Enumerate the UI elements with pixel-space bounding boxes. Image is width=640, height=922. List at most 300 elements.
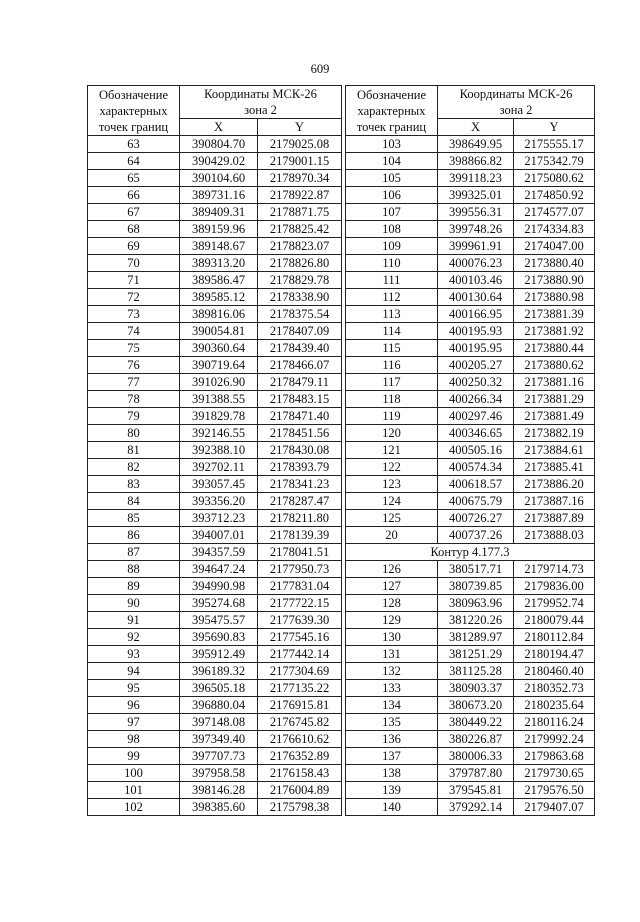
y-cell: 2173880.44 <box>514 340 595 357</box>
table-row <box>88 187 342 204</box>
point-id-cell: 136 <box>346 731 438 748</box>
table-row <box>88 799 342 816</box>
x-cell: 380963.96 <box>438 595 514 612</box>
y-cell: 2179730.65 <box>514 765 595 782</box>
x-cell: 399748.26 <box>438 221 514 238</box>
table-row <box>88 391 342 408</box>
table-row <box>346 238 595 255</box>
header-label-line: точек границ <box>356 119 427 134</box>
header-label-line: характерных <box>357 103 426 118</box>
x-cell: 400618.57 <box>438 476 514 493</box>
y-cell: 2178430.08 <box>258 442 342 459</box>
y-cell: 2176352.89 <box>258 748 342 765</box>
table-row <box>88 136 342 153</box>
point-id-cell: 89 <box>88 578 180 595</box>
table-right-body <box>346 136 595 544</box>
point-id-cell: 129 <box>346 612 438 629</box>
y-cell: 2180460.40 <box>514 663 595 680</box>
y-cell: 2178393.79 <box>258 459 342 476</box>
table-row <box>88 425 342 442</box>
point-id-cell: 76 <box>88 357 180 374</box>
y-cell: 2179863.68 <box>514 748 595 765</box>
x-cell: 391829.78 <box>180 408 258 425</box>
table-row <box>346 340 595 357</box>
x-cell: 390360.64 <box>180 340 258 357</box>
point-id-cell: 114 <box>346 323 438 340</box>
x-cell: 389313.20 <box>180 255 258 272</box>
point-id-cell: 71 <box>88 272 180 289</box>
x-cell: 398146.28 <box>180 782 258 799</box>
table-row <box>346 289 595 306</box>
table-row <box>346 510 595 527</box>
y-cell: 2178826.80 <box>258 255 342 272</box>
table-row <box>88 646 342 663</box>
point-id-cell: 91 <box>88 612 180 629</box>
table-row <box>346 612 595 629</box>
point-id-cell: 85 <box>88 510 180 527</box>
x-cell: 389148.67 <box>180 238 258 255</box>
y-cell: 2173882.19 <box>514 425 595 442</box>
x-cell: 400346.65 <box>438 425 514 442</box>
header-group-line: Координаты МСК-26 <box>204 87 317 101</box>
x-cell: 380673.20 <box>438 697 514 714</box>
point-id-cell: 128 <box>346 595 438 612</box>
table-row <box>346 714 595 731</box>
x-cell: 380006.33 <box>438 748 514 765</box>
x-cell: 400675.79 <box>438 493 514 510</box>
table-row <box>88 782 342 799</box>
point-id-cell: 120 <box>346 425 438 442</box>
table-row <box>346 663 595 680</box>
x-cell: 389159.96 <box>180 221 258 238</box>
x-cell: 380226.87 <box>438 731 514 748</box>
point-id-cell: 124 <box>346 493 438 510</box>
point-id-cell: 109 <box>346 238 438 255</box>
y-cell: 2174577.07 <box>514 204 595 221</box>
x-cell: 397707.73 <box>180 748 258 765</box>
x-cell: 391388.55 <box>180 391 258 408</box>
y-cell: 2177722.15 <box>258 595 342 612</box>
y-cell: 2177442.14 <box>258 646 342 663</box>
y-cell: 2174047.00 <box>514 238 595 255</box>
point-id-cell: 86 <box>88 527 180 544</box>
y-cell: 2173881.49 <box>514 408 595 425</box>
y-cell: 2178375.54 <box>258 306 342 323</box>
y-cell: 2176915.81 <box>258 697 342 714</box>
point-id-cell: 75 <box>88 340 180 357</box>
point-id-cell: 103 <box>346 136 438 153</box>
table-row <box>88 408 342 425</box>
x-cell: 391026.90 <box>180 374 258 391</box>
x-cell: 400205.27 <box>438 357 514 374</box>
x-cell: 379292.14 <box>438 799 514 816</box>
y-cell: 2178871.75 <box>258 204 342 221</box>
point-id-cell: 127 <box>346 578 438 595</box>
table-row <box>346 425 595 442</box>
x-cell: 389585.12 <box>180 289 258 306</box>
table-row <box>88 595 342 612</box>
table-left-body <box>88 136 342 816</box>
point-id-cell: 69 <box>88 238 180 255</box>
point-id-cell: 117 <box>346 374 438 391</box>
point-id-cell: 106 <box>346 187 438 204</box>
x-cell: 379545.81 <box>438 782 514 799</box>
y-cell: 2176745.82 <box>258 714 342 731</box>
table-row <box>88 306 342 323</box>
table-row <box>346 782 595 799</box>
y-cell: 2173881.16 <box>514 374 595 391</box>
header-y: Y <box>258 119 342 136</box>
y-cell: 2173884.61 <box>514 442 595 459</box>
table-row <box>346 799 595 816</box>
x-cell: 390104.60 <box>180 170 258 187</box>
y-cell: 2179025.08 <box>258 136 342 153</box>
point-id-cell: 79 <box>88 408 180 425</box>
point-id-cell: 99 <box>88 748 180 765</box>
point-id-cell: 78 <box>88 391 180 408</box>
y-cell: 2178287.47 <box>258 493 342 510</box>
x-cell: 397958.58 <box>180 765 258 782</box>
x-cell: 395912.49 <box>180 646 258 663</box>
table-row <box>346 578 595 595</box>
table-row <box>346 442 595 459</box>
table-row <box>88 170 342 187</box>
x-cell: 392702.11 <box>180 459 258 476</box>
table-row <box>88 289 342 306</box>
y-cell: 2178341.23 <box>258 476 342 493</box>
x-cell: 400505.16 <box>438 442 514 459</box>
x-cell: 400195.93 <box>438 323 514 340</box>
x-cell: 393356.20 <box>180 493 258 510</box>
point-id-cell: 97 <box>88 714 180 731</box>
table-row <box>88 476 342 493</box>
point-id-cell: 116 <box>346 357 438 374</box>
point-id-cell: 135 <box>346 714 438 731</box>
table-row <box>346 187 595 204</box>
point-id-cell: 105 <box>346 170 438 187</box>
table-row <box>346 136 595 153</box>
table-row <box>88 153 342 170</box>
y-cell: 2178439.40 <box>258 340 342 357</box>
x-cell: 393057.45 <box>180 476 258 493</box>
table-row <box>88 527 342 544</box>
y-cell: 2179714.73 <box>514 561 595 578</box>
x-cell: 400130.64 <box>438 289 514 306</box>
point-id-cell: 80 <box>88 425 180 442</box>
y-cell: 2175798.38 <box>258 799 342 816</box>
table-row <box>88 272 342 289</box>
table-row <box>346 357 595 374</box>
point-id-cell: 115 <box>346 340 438 357</box>
y-cell: 2178466.07 <box>258 357 342 374</box>
y-cell: 2178041.51 <box>258 544 342 561</box>
x-cell: 394990.98 <box>180 578 258 595</box>
header-label-line: характерных <box>99 103 168 118</box>
header-point-label <box>346 86 438 136</box>
point-id-cell: 96 <box>88 697 180 714</box>
table-row <box>346 153 595 170</box>
point-id-cell: 113 <box>346 306 438 323</box>
x-cell: 389409.31 <box>180 204 258 221</box>
contour-row <box>346 544 595 561</box>
table-row <box>346 748 595 765</box>
x-cell: 379787.80 <box>438 765 514 782</box>
point-id-cell: 110 <box>346 255 438 272</box>
y-cell: 2180352.73 <box>514 680 595 697</box>
y-cell: 2180194.47 <box>514 646 595 663</box>
contour-section <box>346 544 595 561</box>
table-row <box>88 357 342 374</box>
point-id-cell: 134 <box>346 697 438 714</box>
coordinates-table-left <box>87 85 342 816</box>
y-cell: 2173881.39 <box>514 306 595 323</box>
point-id-cell: 81 <box>88 442 180 459</box>
table-row <box>88 561 342 578</box>
y-cell: 2179576.50 <box>514 782 595 799</box>
y-cell: 2179836.00 <box>514 578 595 595</box>
x-cell: 400574.34 <box>438 459 514 476</box>
table-row <box>346 323 595 340</box>
x-cell: 396505.18 <box>180 680 258 697</box>
table-row <box>346 476 595 493</box>
point-id-cell: 73 <box>88 306 180 323</box>
coordinates-table-right <box>345 85 595 816</box>
table-row <box>88 204 342 221</box>
x-cell: 397349.40 <box>180 731 258 748</box>
table-row <box>88 459 342 476</box>
x-cell: 390719.64 <box>180 357 258 374</box>
header-x: X <box>438 119 514 136</box>
y-cell: 2173881.29 <box>514 391 595 408</box>
point-id-cell: 138 <box>346 765 438 782</box>
y-cell: 2178922.87 <box>258 187 342 204</box>
point-id-cell: 102 <box>88 799 180 816</box>
y-cell: 2174334.83 <box>514 221 595 238</box>
x-cell: 398866.82 <box>438 153 514 170</box>
y-cell: 2175342.79 <box>514 153 595 170</box>
x-cell: 399325.01 <box>438 187 514 204</box>
point-id-cell: 108 <box>346 221 438 238</box>
point-id-cell: 88 <box>88 561 180 578</box>
table-row <box>346 459 595 476</box>
x-cell: 389816.06 <box>180 306 258 323</box>
table-row <box>88 493 342 510</box>
point-id-cell: 70 <box>88 255 180 272</box>
y-cell: 2177304.69 <box>258 663 342 680</box>
table-row <box>346 561 595 578</box>
y-cell: 2180079.44 <box>514 612 595 629</box>
x-cell: 394007.01 <box>180 527 258 544</box>
y-cell: 2178483.15 <box>258 391 342 408</box>
x-cell: 400266.34 <box>438 391 514 408</box>
point-id-cell: 140 <box>346 799 438 816</box>
header-x: X <box>180 119 258 136</box>
header-label-line: точек границ <box>98 119 169 134</box>
table-row <box>346 374 595 391</box>
point-id-cell: 107 <box>346 204 438 221</box>
y-cell: 2176158.43 <box>258 765 342 782</box>
header-label-line: Обозначение <box>98 87 169 102</box>
table-row <box>346 204 595 221</box>
x-cell: 390054.81 <box>180 323 258 340</box>
table-row <box>88 612 342 629</box>
point-id-cell: 126 <box>346 561 438 578</box>
y-cell: 2173888.03 <box>514 527 595 544</box>
point-id-cell: 95 <box>88 680 180 697</box>
point-id-cell: 137 <box>346 748 438 765</box>
table-row <box>346 646 595 663</box>
point-id-cell: 133 <box>346 680 438 697</box>
table-row <box>346 221 595 238</box>
point-id-cell: 104 <box>346 153 438 170</box>
y-cell: 2177831.04 <box>258 578 342 595</box>
y-cell: 2178471.40 <box>258 408 342 425</box>
y-cell: 2173880.40 <box>514 255 595 272</box>
point-id-cell: 118 <box>346 391 438 408</box>
table-row <box>346 272 595 289</box>
point-id-cell: 100 <box>88 765 180 782</box>
table-row <box>88 221 342 238</box>
point-id-cell: 94 <box>88 663 180 680</box>
x-cell: 393712.23 <box>180 510 258 527</box>
point-id-cell: 67 <box>88 204 180 221</box>
table-row <box>346 408 595 425</box>
table-right-body-contour <box>346 561 595 816</box>
x-cell: 392146.55 <box>180 425 258 442</box>
x-cell: 380517.71 <box>438 561 514 578</box>
y-cell: 2176610.62 <box>258 731 342 748</box>
x-cell: 381125.28 <box>438 663 514 680</box>
x-cell: 394647.24 <box>180 561 258 578</box>
x-cell: 394357.59 <box>180 544 258 561</box>
y-cell: 2178829.78 <box>258 272 342 289</box>
point-id-cell: 84 <box>88 493 180 510</box>
y-cell: 2178479.11 <box>258 374 342 391</box>
y-cell: 2175555.17 <box>514 136 595 153</box>
y-cell: 2180112.84 <box>514 629 595 646</box>
y-cell: 2175080.62 <box>514 170 595 187</box>
y-cell: 2173887.89 <box>514 510 595 527</box>
table-row <box>346 697 595 714</box>
header-coordinate-system <box>180 86 342 119</box>
x-cell: 400297.46 <box>438 408 514 425</box>
x-cell: 392388.10 <box>180 442 258 459</box>
y-cell: 2178407.09 <box>258 323 342 340</box>
table-row <box>88 510 342 527</box>
point-id-cell: 65 <box>88 170 180 187</box>
y-cell: 2178970.34 <box>258 170 342 187</box>
y-cell: 2173880.90 <box>514 272 595 289</box>
header-group-line: зона 2 <box>244 103 277 117</box>
y-cell: 2179952.74 <box>514 595 595 612</box>
y-cell: 2177639.30 <box>258 612 342 629</box>
x-cell: 400103.46 <box>438 272 514 289</box>
point-id-cell: 92 <box>88 629 180 646</box>
table-row <box>88 255 342 272</box>
point-id-cell: 130 <box>346 629 438 646</box>
header-coordinate-system <box>438 86 595 119</box>
table-row <box>88 442 342 459</box>
x-cell: 400076.23 <box>438 255 514 272</box>
header-point-label <box>88 86 180 136</box>
table-row <box>88 238 342 255</box>
x-cell: 400737.26 <box>438 527 514 544</box>
point-id-cell: 101 <box>88 782 180 799</box>
point-id-cell: 64 <box>88 153 180 170</box>
point-id-cell: 68 <box>88 221 180 238</box>
x-cell: 400195.95 <box>438 340 514 357</box>
point-id-cell: 112 <box>346 289 438 306</box>
table-row <box>346 680 595 697</box>
y-cell: 2179407.07 <box>514 799 595 816</box>
table-row <box>88 748 342 765</box>
x-cell: 381220.26 <box>438 612 514 629</box>
y-cell: 2177950.73 <box>258 561 342 578</box>
y-cell: 2173880.62 <box>514 357 595 374</box>
y-cell: 2178211.80 <box>258 510 342 527</box>
table-row <box>346 493 595 510</box>
table-row <box>88 578 342 595</box>
table-row <box>88 765 342 782</box>
y-cell: 2178139.39 <box>258 527 342 544</box>
y-cell: 2174850.92 <box>514 187 595 204</box>
table-row <box>88 374 342 391</box>
table-row <box>346 731 595 748</box>
x-cell: 397148.08 <box>180 714 258 731</box>
point-id-cell: 93 <box>88 646 180 663</box>
table-row <box>88 340 342 357</box>
y-cell: 2177135.22 <box>258 680 342 697</box>
x-cell: 395274.68 <box>180 595 258 612</box>
x-cell: 381251.29 <box>438 646 514 663</box>
x-cell: 399556.31 <box>438 204 514 221</box>
x-cell: 398385.60 <box>180 799 258 816</box>
table-row <box>88 663 342 680</box>
point-id-cell: 98 <box>88 731 180 748</box>
y-cell: 2180116.24 <box>514 714 595 731</box>
point-id-cell: 87 <box>88 544 180 561</box>
x-cell: 396880.04 <box>180 697 258 714</box>
header-group-line: зона 2 <box>499 103 533 117</box>
point-id-cell: 111 <box>346 272 438 289</box>
y-cell: 2179001.15 <box>258 153 342 170</box>
y-cell: 2178451.56 <box>258 425 342 442</box>
y-cell: 2180235.64 <box>514 697 595 714</box>
table-row <box>346 170 595 187</box>
point-id-cell: 63 <box>88 136 180 153</box>
table-row <box>346 255 595 272</box>
x-cell: 399118.23 <box>438 170 514 187</box>
table-row <box>346 765 595 782</box>
x-cell: 399961.91 <box>438 238 514 255</box>
x-cell: 398649.95 <box>438 136 514 153</box>
y-cell: 2173885.41 <box>514 459 595 476</box>
point-id-cell: 123 <box>346 476 438 493</box>
y-cell: 2179992.24 <box>514 731 595 748</box>
point-id-cell: 66 <box>88 187 180 204</box>
table-row <box>88 697 342 714</box>
x-cell: 381289.97 <box>438 629 514 646</box>
table-row <box>88 731 342 748</box>
x-cell: 400166.95 <box>438 306 514 323</box>
point-id-cell: 131 <box>346 646 438 663</box>
table-row <box>346 527 595 544</box>
table-row <box>346 629 595 646</box>
table-row <box>88 680 342 697</box>
x-cell: 396189.32 <box>180 663 258 680</box>
point-id-cell: 125 <box>346 510 438 527</box>
table-row <box>346 306 595 323</box>
